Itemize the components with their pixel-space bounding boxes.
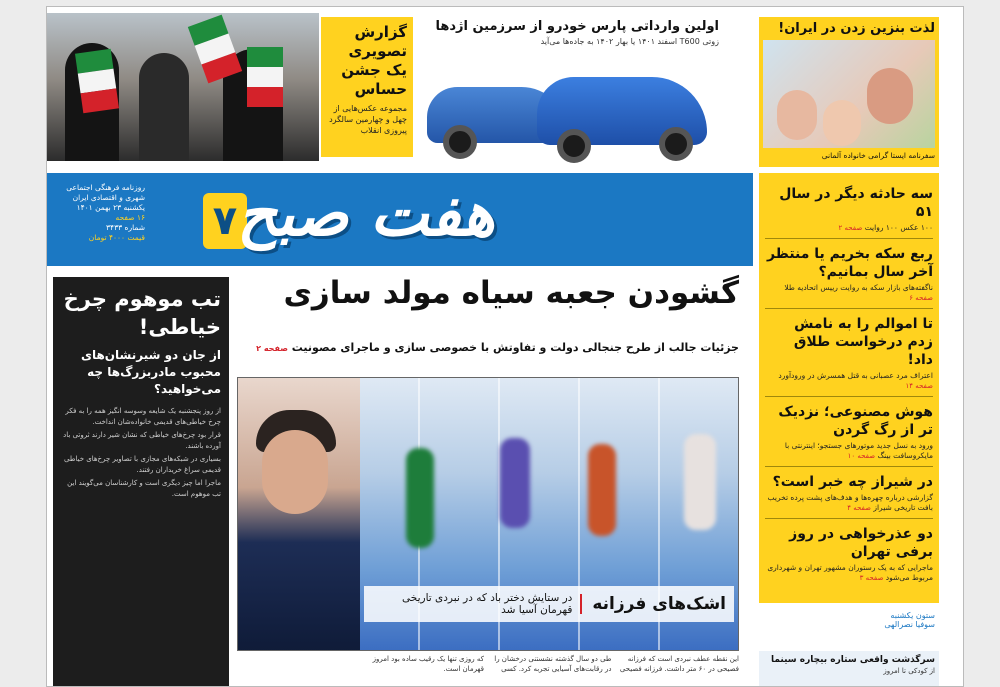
wheel-icon (659, 127, 693, 161)
report-text: مجموعه عکس‌هایی از چهل و چهارمین سالگرد پیروزی انقلاب (329, 104, 407, 135)
protest-photo (47, 13, 319, 161)
right-item-title: ربع سکه بخریم یا منتظر آخر سال بمانیم؟ (766, 246, 933, 280)
right-item-title: تا اموالم را به نامش زدم درخواست طلاق داد! (793, 316, 933, 368)
divider (765, 518, 933, 519)
page-reference: صفحه ۲ (256, 344, 288, 353)
page-reference: صفحه ۱۰ (847, 452, 876, 460)
runner-figure (684, 434, 716, 530)
runner-figure (588, 444, 616, 536)
right-item[interactable] (765, 525, 933, 583)
right-item-text: ناگفته‌های بازار سکه به روایت رییس اتحادیه طلا (784, 283, 933, 292)
newspaper-logo[interactable]: هفت صبح (237, 177, 495, 250)
car-title: اولین وارداتی پارس خودرو از سرزمین اژدها (435, 19, 719, 34)
page-reference: صفحه ۲ (838, 224, 863, 232)
issue-price: قیمت ۴۰۰۰ تومان (88, 233, 145, 242)
sunday-column[interactable] (759, 607, 939, 647)
face-shape (823, 100, 861, 146)
page-count: ۱۶ صفحه (115, 213, 145, 222)
bottom-article-text: این نقطه عطف نبردی است که فرزانه فصیحی در ۶۰ متر داشت. فرزانه فصیحی طی دو سال گذشته نشستنی درخشان را در رقابت‌های آسیایی تجربه کرد. کسی که روزی تنها یک رقیب ساده بود امروز قهرمان است. (372, 655, 739, 673)
right-item-text: ماجرایی که به یک رستوران مشهور تهران و شهرداری مربوط می‌شود (767, 563, 933, 582)
page-reference: صفحه ۳ (859, 574, 884, 582)
divider (765, 238, 933, 239)
divider (765, 466, 933, 467)
page-reference: صفحه ۴ (847, 504, 871, 512)
issue-date: یکشنبه ۲۳ بهمن ۱۴۰۱ (76, 203, 145, 212)
flag-icon (188, 15, 242, 84)
family-photo (763, 40, 935, 148)
left-subtitle: از جان دو شیرنشان‌های محبوب مادربزرگ‌ها چه می‌خواهید؟ (80, 348, 221, 396)
right-item-title: سه حادثه دیگر در سال ۵۱ (779, 186, 933, 220)
cinema-title: سرگذشت واقعی ستاره بیچاره سینما (771, 655, 935, 665)
body-paragraph: ماجرا اما چیز دیگری است و کارشناسان می‌گویند این تب موهوم است. (67, 479, 221, 498)
wheel-icon (443, 125, 477, 159)
right-item[interactable] (765, 403, 933, 461)
divider (765, 396, 933, 397)
body-paragraph: بسیاری در شبکه‌های مجازی با تصاویر چرخ‌های خیاطی قدیمی سراغ خریداران رفتند. (64, 455, 221, 474)
runner-figure (500, 438, 530, 528)
gas-caption: سفرنامه ایستا گرامی خانواده آلمانی (821, 151, 935, 160)
right-item-title: دو عذرخواهی در روز برفی تهران (789, 526, 933, 560)
report-title: گزارش تصویری یک جشن حساس (341, 23, 407, 98)
main-sub-text: جزئیات جالب از طرح جنجالی دولت و تفاوتش با خصوصی سازی و ماجرای مصونیت (291, 341, 739, 354)
masthead (47, 173, 753, 266)
right-news-column (759, 173, 939, 603)
wheel-icon (557, 129, 591, 163)
right-item[interactable] (765, 185, 933, 233)
photo-caption (364, 586, 734, 622)
right-item-text: ۱۰۰ عکس ۱۰۰ روایت (864, 223, 933, 232)
right-item[interactable] (765, 245, 933, 303)
issue-number: شماره ۳۴۳۳ (106, 223, 145, 232)
divider (765, 308, 933, 309)
column-author: سوفیا نصرالهی (884, 620, 935, 629)
newspaper-page (46, 6, 964, 687)
right-item-text: گزارشی درباره چهره‌ها و هدف‌های پشت پرده تخریب بافت تاریخی شیراز (767, 493, 933, 512)
runner-figure (406, 448, 434, 548)
face-shape (867, 68, 913, 124)
left-body (61, 406, 221, 499)
right-item-text: ورود به نسل جدید موتورهای جستجو؛ اینترنتی با مایکروسافت بینگ (784, 441, 933, 460)
right-item-title: هوش مصنوعی؛ نزدیک تر از رگ گردن (778, 404, 933, 438)
issue-line: شهری و اقتصادی ایران (72, 193, 145, 202)
photo-report-box[interactable] (321, 17, 413, 157)
cinema-text: از کودکی تا امروز (883, 667, 935, 675)
page-reference: صفحه ۱۴ (905, 382, 933, 390)
body-paragraph: از روز پنجشنبه یک شایعه وسوسه انگیز همه را به فکر چرخ خیاطی‌های قدیمی خانواده‌شان انداخت. (65, 407, 221, 426)
photo-text: در ستایش دختر باد که در نبردی تاریخی قهرمان آسیا شد (402, 592, 573, 616)
person-figure (139, 53, 189, 161)
car-story[interactable] (419, 15, 719, 165)
issue-line: روزنامه فرهنگی اجتماعی (66, 183, 145, 192)
issue-info (55, 183, 145, 243)
right-item-title: در شیراز چه خبر است؟ (772, 474, 933, 490)
face-shape (777, 90, 817, 140)
athlete-portrait (238, 378, 360, 651)
main-headline[interactable]: گشودن جعبه سیاه مولد سازی (283, 275, 739, 311)
cinema-story[interactable] (759, 651, 939, 687)
right-item-text: اعتراف مرد عصبانی به قتل همسرش در ورودآورد (778, 371, 933, 380)
logo-seven-badge: ۷ (203, 193, 247, 249)
left-title: تب موهوم چرخ خیاطی! (63, 287, 221, 339)
flag-icon (247, 47, 283, 107)
right-item[interactable] (765, 473, 933, 513)
photo-title: اشک‌های فرزانه (580, 594, 726, 614)
gas-story-box[interactable] (759, 17, 939, 167)
car-subtitle: زوتی T600 اسفند ۱۴۰۱ یا بهار ۱۴۰۲ به جاده‌ها می‌آید (540, 37, 719, 46)
page-reference: صفحه ۶ (909, 294, 933, 302)
right-item[interactable] (765, 315, 933, 391)
left-feature-column[interactable] (53, 277, 229, 687)
body-paragraph: قرار بود چرخ‌های خیاطی که نشان شیر دارند ثروتی باد آورده باشند. (63, 431, 221, 450)
face-shape (262, 430, 328, 514)
gas-title: لذت بنزین زدن در ایران! (778, 21, 935, 36)
athletics-photo[interactable] (237, 377, 739, 651)
column-label: ستون یکشنبه (890, 611, 935, 620)
